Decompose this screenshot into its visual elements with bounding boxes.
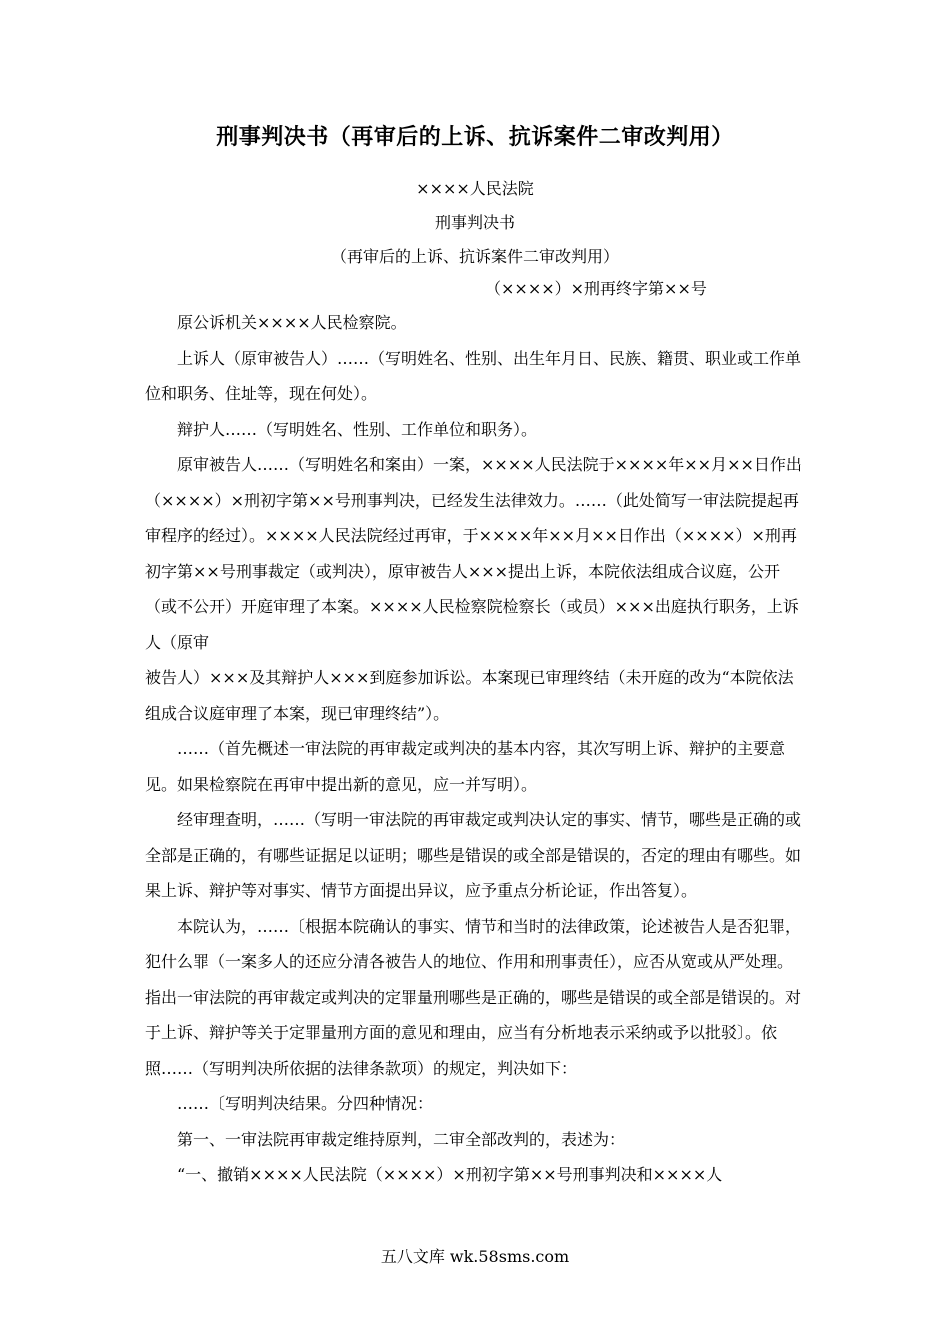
paragraph: ……〔写明判决结果。分四种情况：	[177, 1094, 434, 1113]
document-body	[145, 305, 805, 1193]
paragraph: ……（首先概述一审法院的再审裁定或判决的基本内容，其次写明上诉、辩护的主要意见。如果检察院在再审中提出新的意见，应一并写明）。	[145, 739, 786, 794]
case-number: （××××）×刑再终字第××号	[485, 279, 707, 298]
doc-subtitle: （再审后的上诉、抗诉案件二审改判用）	[330, 247, 619, 266]
paragraph: 原公诉机关××××人民检察院。	[177, 313, 407, 332]
paragraph: 被告人）×××及其辩护人×××到庭参加诉讼。本案现已审理终结（未开庭的改为“本院依法组成合议庭审理了本案，现已审理终结”）。	[145, 668, 794, 723]
court-name: ××××人民法院	[416, 179, 534, 198]
paragraph: 辩护人……（写明姓名、性别、工作单位和职务）。	[177, 419, 538, 439]
paragraph: 第一、一审法院再审裁定维持原判，二审全部改判的，表述为：	[177, 1129, 626, 1149]
document-title: 刑事判决书（再审后的上诉、抗诉案件二审改判用）	[216, 124, 734, 150]
paragraph: 本院认为，……〔根据本院确认的事实、情节和当时的法律政策，论述被告人是否犯罪，犯什么罪（一案多人的还应分清各被告人的地位、作用和刑事责任），应否从宽或从严处理。指出一审法院的再审裁定或判决的定罪量刑哪些是正确的，哪些是错误的或全部是错误的。对于上诉、辩护等关于定罪量刑方面的意见和理由，应当有分析地表示采纳或予以批驳〕。依照……（写明判决所依据的法律条款项）的规定，判决如下：	[145, 916, 802, 1078]
footer-watermark: 五八文库 wk.58sms.com	[380, 1247, 570, 1266]
doc-type: 刑事判决书	[434, 213, 515, 232]
paragraph: “一、撤销××××人民法院（××××）×刑初字第××号刑事判决和××××人	[177, 1165, 723, 1184]
paragraph: 上诉人（原审被告人）……（写明姓名、性别、出生年月日、民族、籍贯、职业或工作单位和职务、住址等，现在何处）。	[145, 348, 802, 403]
paragraph: 经审理查明，……（写明一审法院的再审裁定或判决认定的事实、情节，哪些是正确的或全部是正确的，有哪些证据足以证明；哪些是错误的或全部是错误的，否定的理由有哪些。如果上诉、辩护等对事实、情节方面提出异议，应予重点分析论证，作出答复）。	[145, 810, 802, 900]
paragraph: 原审被告人……（写明姓名和案由）一案，××××人民法院于××××年××月××日作出（××××）×刑初字第××号刑事判决，已经发生法律效力。……（此处简写一审法院提起再审程序的经过）。××××人民法院经过再审，于××××年××月××日作出（××××）×刑再初字第××号刑事裁定（或判决），原审被告人×××提出上诉，本院依法组成合议庭，公开（或不公开）开庭审理了本案。××××人民检察院检察长（或员）×××出庭执行职务，上诉人（原审	[145, 455, 802, 652]
